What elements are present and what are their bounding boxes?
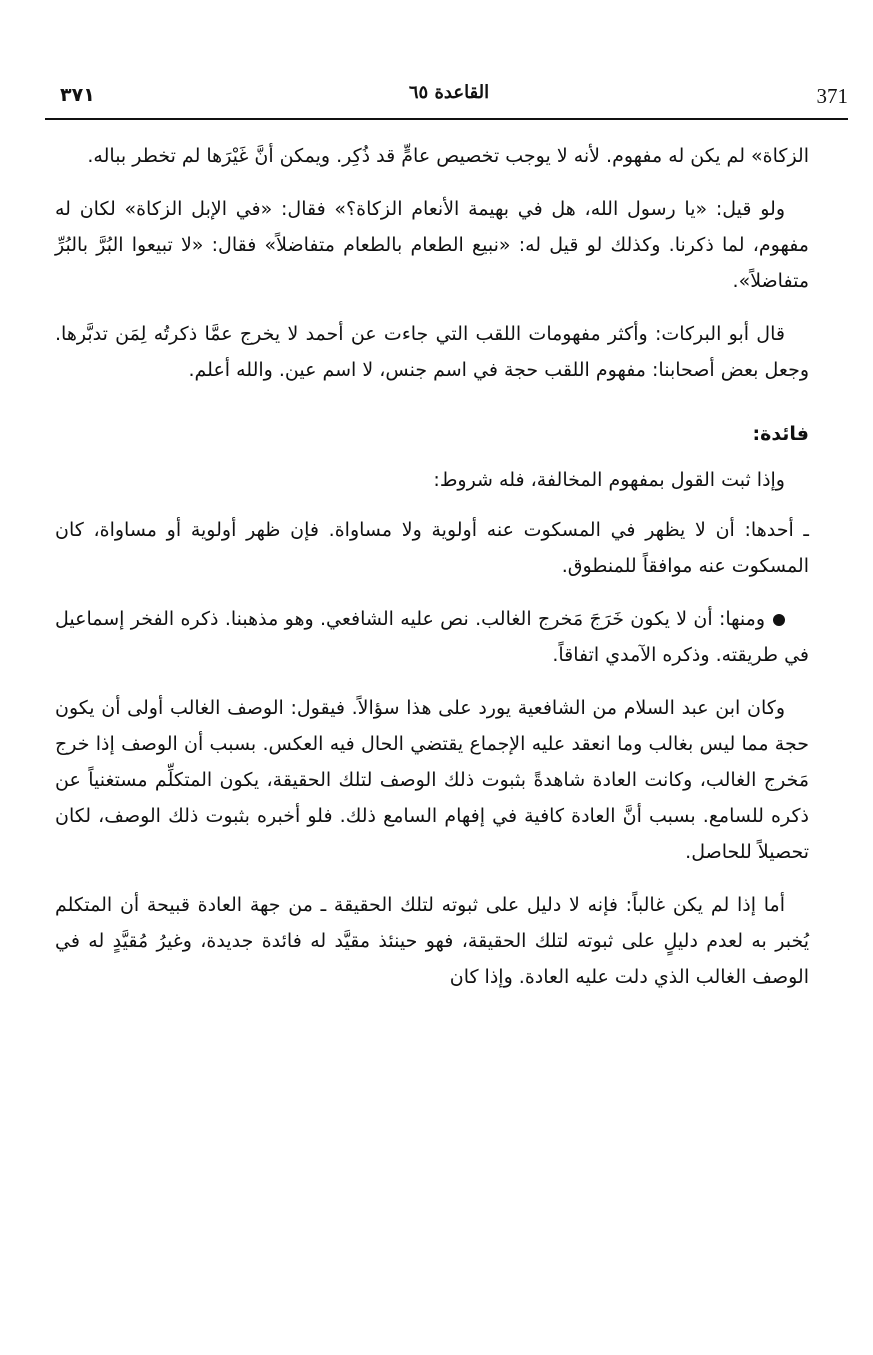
bullet-icon <box>773 614 785 626</box>
chapter-title: القاعدة ٦٥ <box>408 82 490 103</box>
paragraph-1: الزكاة» لم يكن له مفهوم. لأنه لا يوجب تخصيص عامٍّ قد ذُكِر. ويمكن أنَّ غَيْرَها لم تخطر بباله. <box>87 145 809 167</box>
paragraph-8: أما إذا لم يكن غالباً: فإنه لا دليل على ثبوته لتلك الحقيقة ـ من جهة العادة قبيحة أن المتكلم يُخبر به لعدم دليلٍ على ثبوته لتلك الحقيقة، فهو حينئذ مقيَّد له فائدة جديدة، وغيرُ مُقيَّدٍ له في الوصف الغالب الذي دلت عليه العادة. وإذا كان <box>55 894 809 988</box>
paragraph-6-text: ومنها: أن لا يكون خَرَجَ مَخرج الغالب. نص عليه الشافعي. وهو مذهبنا. ذكره الفخر إسماعيل في طريقته. وذكره الآمدي اتفاقاً. <box>55 608 809 666</box>
page-number-latin: 371 <box>816 84 848 108</box>
header-rule <box>45 118 848 120</box>
body-text <box>55 138 809 1012</box>
paragraph-4: وإذا ثبت القول بمفهوم المخالفة، فله شروط: <box>433 469 785 491</box>
page-number-arabic: ٣٧١ <box>60 84 95 106</box>
paragraph-3: قال أبو البركات: وأكثر مفهومات اللقب التي جاءت عن أحمد لا يخرج عمَّا ذكرتُه لِمَن تدبَّرها. وجعل بعض أصحابنا: مفهوم اللقب حجة في اسم جنس، لا اسم عين. والله أعلم. <box>55 323 809 381</box>
paragraph-7: وكان ابن عبد السلام من الشافعية يورد على هذا سؤالاً. فيقول: الوصف الغالب أولى أن يكون حجة مما ليس بغالب وما انعقد عليه الإجماع يقتضي الحال فيه العكس. بسبب أن الوصف إذا خرج مَخرج الغالب، وكانت العادة شاهدةً بثبوت ذلك الوصف لتلك الحقيقة، يكون المتكلِّم مستغنياً عن ذكره للسامع. بسبب أنَّ العادة كافية في إفهام السامع ذلك. فلو أخبره بثبوت ذلك الوصف، لكان تحصيلاً للحاصل. <box>55 697 809 863</box>
running-header <box>50 76 848 116</box>
section-heading: فائدة: <box>752 423 809 445</box>
paragraph-2: ولو قيل: «يا رسول الله، هل في بهيمة الأنعام الزكاة؟» فقال: «في الإبل الزكاة» لكان له مفهوم، لما ذكرنا. وكذلك لو قيل له: «نبيع الطعام بالطعام متفاضلاً» فقال: «لا تبيعوا البُرَّ بالبُرِّ متفاضلاً». <box>55 198 809 292</box>
paragraph-5: ـ أحدها: أن لا يظهر في المسكوت عنه أولوية ولا مساواة. فإن ظهر أولوية أو مساواة، كان المسكوت عنه موافقاً للمنطوق. <box>55 519 809 577</box>
paragraph-6 <box>55 601 809 673</box>
